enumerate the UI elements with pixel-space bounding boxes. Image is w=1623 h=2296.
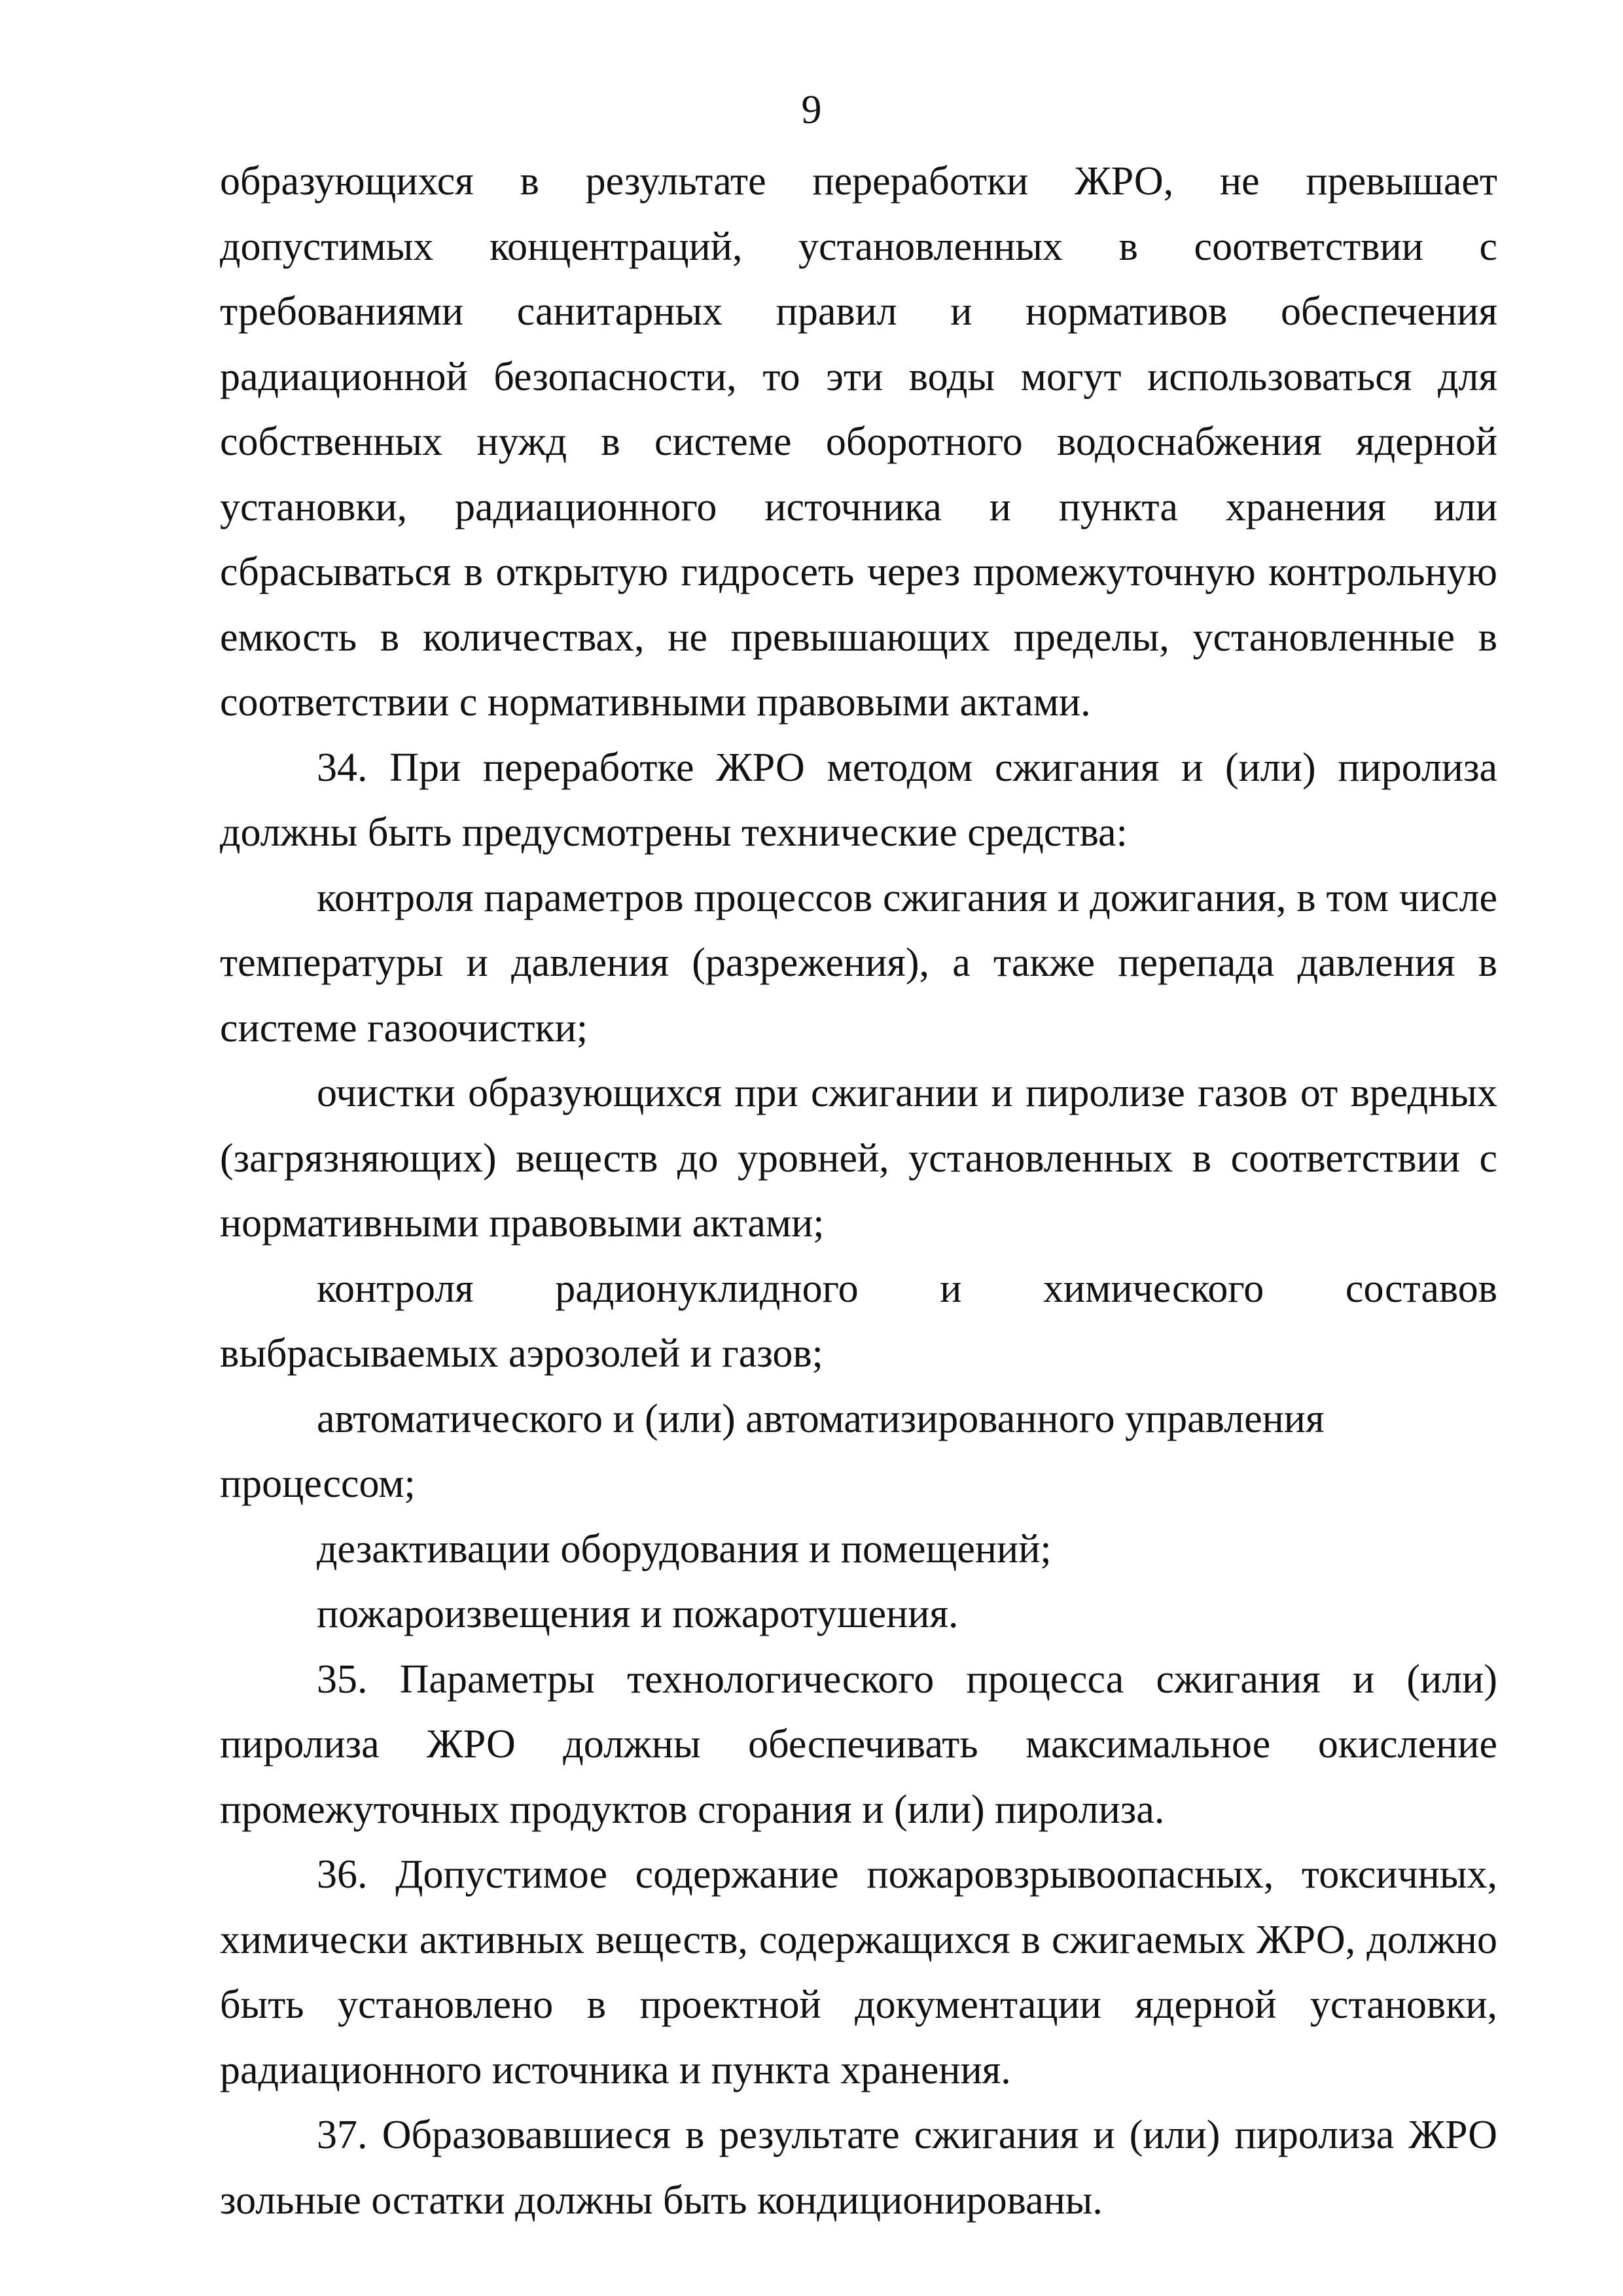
document-body	[220, 149, 1497, 2233]
paragraph-continuation: образующихся в результате переработки ЖРО, не превышает допустимых концентраций, установленных в соответствии с требованиями санитарных правил и нормативов обеспечения радиационной безопасности, то эти воды могут использоваться для собственных нужд в системе оборотного водоснабжения ядерной установки, радиационного источника и пункта хранения или сбрасываться в открытую гидросеть через промежуточную контрольную емкость в количествах, не превышающих пределы, установленные в соответствии с нормативными правовыми актами.	[220, 159, 1497, 725]
list-item-decontamination: дезактивации оборудования и помещений;	[317, 1526, 1052, 1571]
paragraph-37: 37. Образовавшиеся в результате сжигания и (или) пиролиза ЖРО зольные остатки должны быть кондиционированы.	[220, 2113, 1497, 2223]
page-number: 9	[801, 88, 822, 132]
list-item-gas-cleaning: очистки образующихся при сжигании и пиролизе газов от вредных (загрязняющих) веществ до уровней, установленных в соответствии с нормативными правовыми актами;	[220, 1071, 1497, 1246]
list-item-composition-control: контроля радионуклидного и химического составов выбрасываемых аэрозолей и газов;	[220, 1266, 1497, 1376]
list-item-automatic-control: автоматического и (или) автоматизированного управления процессом;	[220, 1396, 1325, 1506]
paragraph-34: 34. При переработке ЖРО методом сжигания и (или) пиролиза должны быть предусмотрены технические средства:	[220, 745, 1497, 855]
list-item-fire-safety: пожароизвещения и пожаротушения.	[317, 1592, 959, 1636]
paragraph-35: 35. Параметры технологического процесса сжигания и (или) пиролиза ЖРО должны обеспечивать максимальное окисление промежуточных продуктов сгорания и (или) пиролиза.	[220, 1657, 1497, 1832]
paragraph-36: 36. Допустимое содержание пожаровзрывоопасных, токсичных, химически активных веществ, содержащихся в сжигаемых ЖРО, должно быть установлено в проектной документации ядерной установки, радиационного источника и пункта хранения.	[220, 1852, 1497, 2092]
list-item-process-control: контроля параметров процессов сжигания и дожигания, в том числе температуры и давления (разрежения), а также перепада давления в системе газоочистки;	[220, 875, 1497, 1050]
